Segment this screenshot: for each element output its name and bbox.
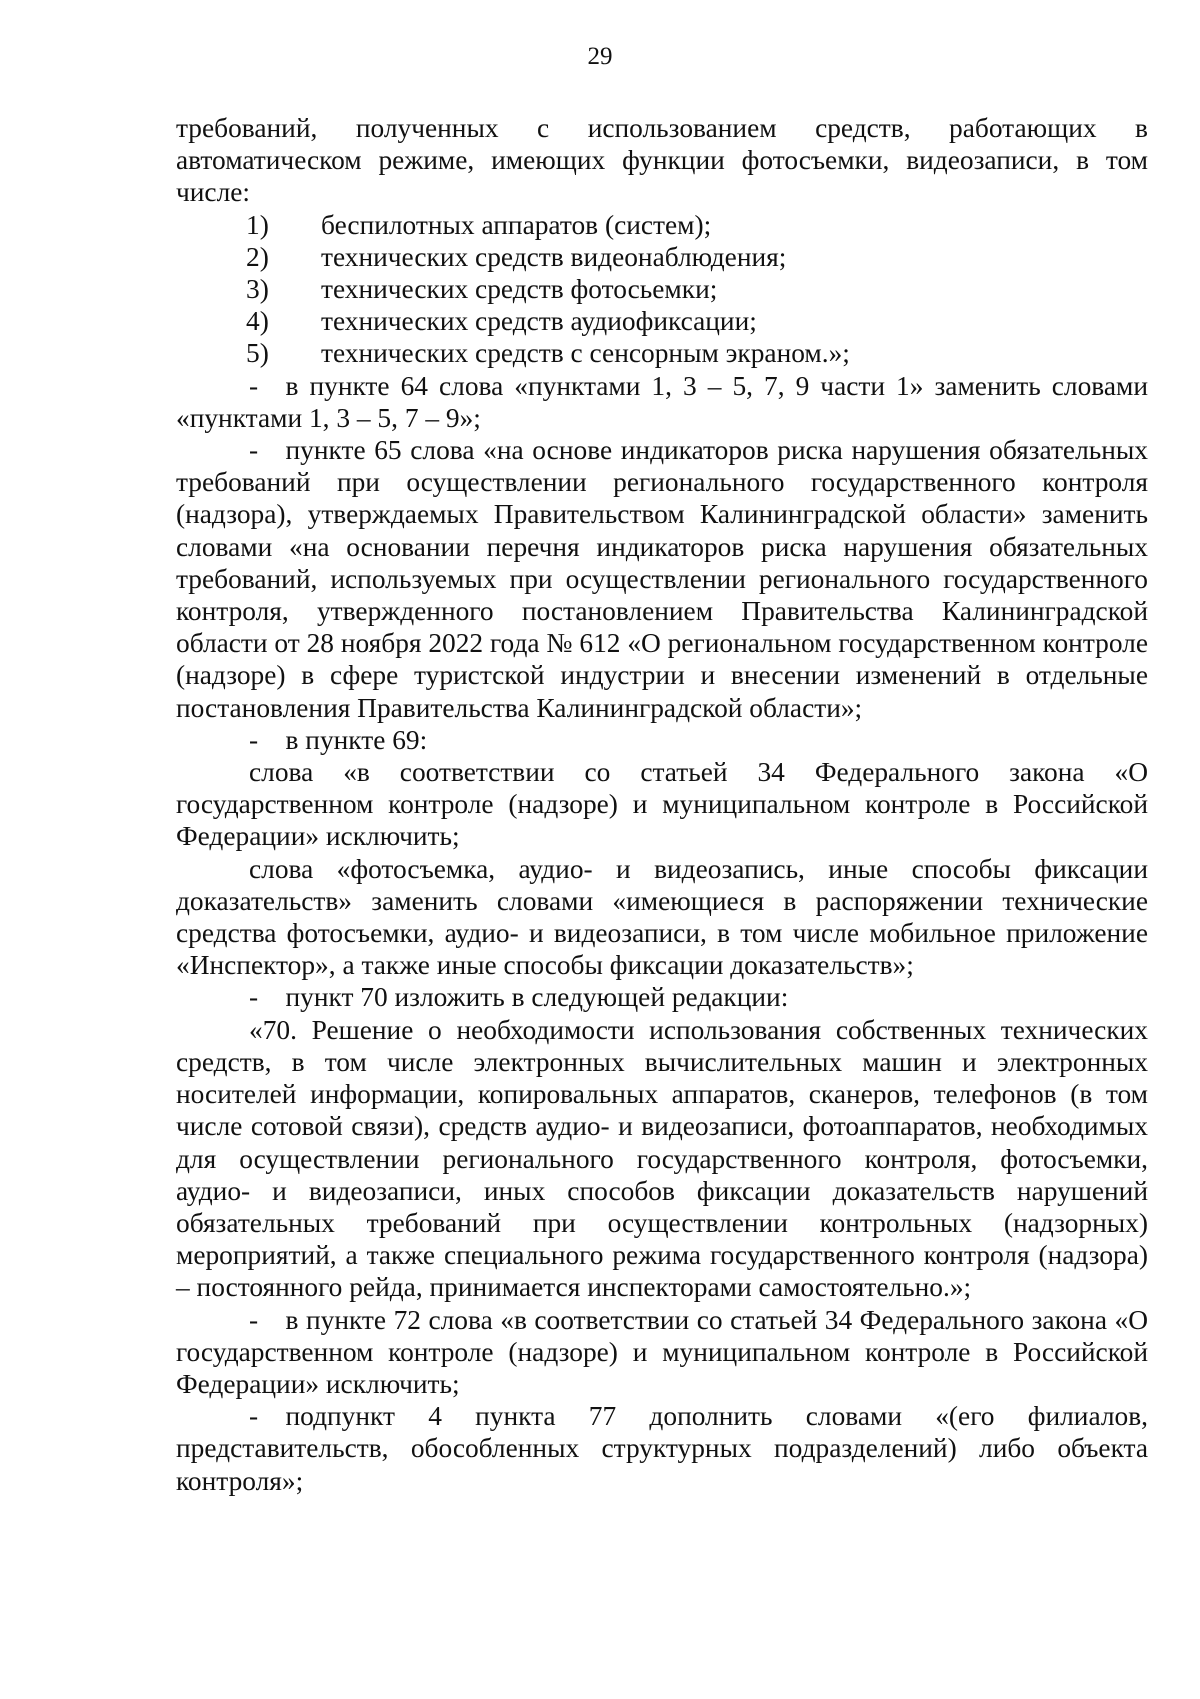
paragraph-10: - подпункт 4 пункта 77 дополнить словами «(его филиалов, представительств, обособленных структурных подразделений) либо объекта контроля»; — [176, 1401, 1148, 1496]
list-item — [176, 337, 1148, 369]
list-item — [176, 209, 1148, 241]
list-item-number: 1) — [246, 209, 269, 240]
list-item-number: 3) — [246, 274, 269, 305]
paragraph-9: - в пункте 72 слова «в соответствии со статьей 34 Федерального закона «О государственном контроле (надзоре) и муниципальном контроле в Российской Федерации» исключить; — [176, 1304, 1148, 1399]
paragraph-4: - в пункте 69: — [249, 724, 428, 755]
numbered-list — [176, 209, 1148, 370]
list-item — [176, 241, 1148, 273]
list-item-text: технических средств фотосьемки; — [321, 274, 718, 305]
list-item-text: технических средств видеонаблюдения; — [321, 241, 787, 272]
paragraph-5: слова «в соответствии со статьей 34 Федерального закона «О государственном контроле (надзоре) и муниципальном контроле в Российской Федерации» исключить; — [176, 757, 1148, 852]
list-item-number: 2) — [246, 241, 269, 272]
paragraph-6: слова «фотосъемка, аудио- и видеозапись, иные способы фиксации доказательств» заменить словами «имеющиеся в распоряжении технические средства фотосъемки, аудио- и видеозаписи, в том числе мобильное приложение «Инспектор», а также иные способы фиксации доказательств»; — [176, 853, 1148, 981]
list-item-text: беспилотных аппаратов (систем); — [321, 209, 712, 240]
paragraph-7: - пункт 70 изложить в следующей редакции: — [249, 982, 789, 1013]
list-item — [176, 305, 1148, 337]
paragraph-1: требований, полученных с использованием средств, работающих в автоматическом режиме, имеющих функции фотосъемки, видеозаписи, в том числе: — [176, 113, 1148, 208]
list-item-text: технических средств аудиофиксации; — [321, 306, 757, 337]
list-item-number: 4) — [246, 306, 269, 337]
list-item-number: 5) — [246, 338, 269, 369]
list-item — [176, 273, 1148, 305]
page-number: 29 — [587, 43, 613, 70]
list-item-text: технических средств с сенсорным экраном.»; — [321, 338, 850, 369]
paragraph-2: - в пункте 64 слова «пунктами 1, 3 – 5, 7, 9 части 1» заменить словами «пунктами 1, 3 – 5, 7 – 9»; — [176, 370, 1148, 433]
paragraph-8: «70. Решение о необходимости использования собственных технических средств, в том числе электронных вычислительных машин и электронных носителей информации, копировальных аппаратов, сканеров, телефонов (в том числе сотовой связи), средств аудио- и видеозаписи, фотоаппаратов, необходимых для осуществлении регионального государственного контроля, фотосъемки, аудио- и видеозаписи, иных способов фиксации доказательств нарушений обязательных требований при осуществлении контрольных (надзорных) мероприятий, а также специального режима государственного контроля (надзора) – постоянного рейда, принимается инспекторами самостоятельно.»; — [176, 1014, 1148, 1303]
paragraph-3: - пункте 65 слова «на основе индикаторов риска нарушения обязательных требований при осуществлении регионального государственного контроля (надзора), утверждаемых Правительством Калининградской области» заменить словами «на основании перечня индикаторов риска нарушения обязательных требований, используемых при осуществлении регионального государственного контроля, утвержденного постановлением Правительства Калининградской области от 28 ноября 2022 года № 612 «О региональном государственном контроле (надзоре) в сфере туристской индустрии и внесении изменений в отдельные постановления Правительства Калининградской области»; — [176, 435, 1148, 723]
document-body — [176, 112, 1148, 1497]
